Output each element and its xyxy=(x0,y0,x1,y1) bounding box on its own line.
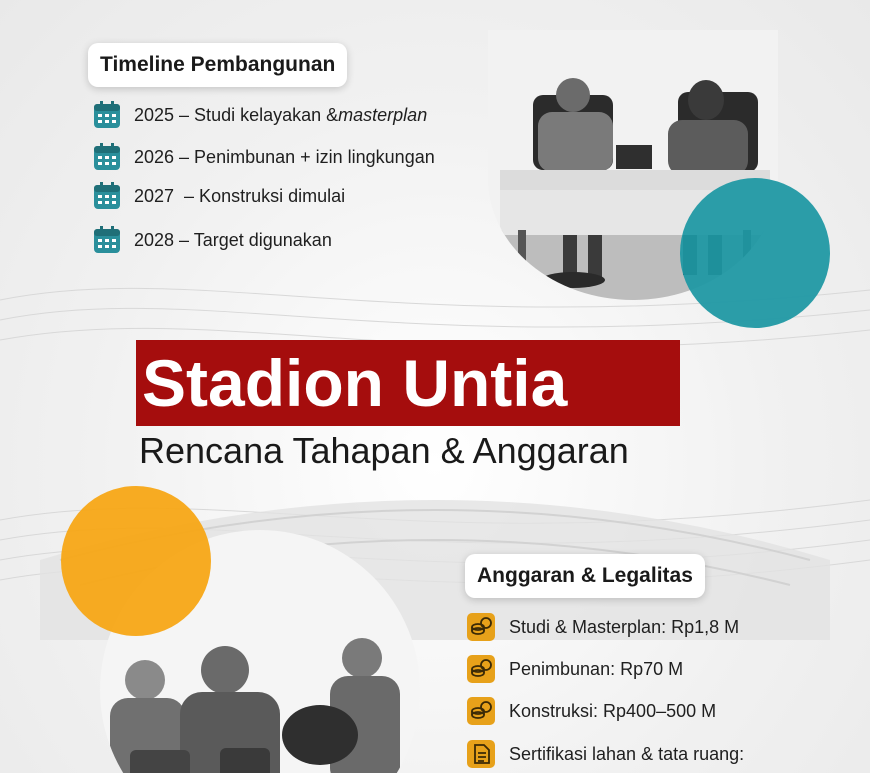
coins-icon xyxy=(467,655,495,683)
budget-item-penimbunan xyxy=(467,655,683,683)
timeline-item-label: 2028 – Target digunakan xyxy=(134,229,332,250)
budget-item-label: Konstruksi: Rp400–500 M xyxy=(509,700,717,721)
calendar-icon xyxy=(93,143,121,171)
timeline-item-label: 2026 – Penimbunan + izin lingkungan xyxy=(134,146,435,167)
calendar-icon xyxy=(93,226,121,254)
budget-item-konstruksi xyxy=(467,697,716,725)
timeline-heading: Timeline Pembangunan xyxy=(88,43,347,87)
budget-heading: Anggaran & Legalitas xyxy=(465,554,705,598)
orange-circle-decoration xyxy=(61,486,211,636)
calendar-icon xyxy=(93,101,121,129)
document-icon xyxy=(467,740,495,768)
timeline-item-2027 xyxy=(93,182,345,210)
timeline-item-2025 xyxy=(93,101,427,129)
timeline-item-2028 xyxy=(93,226,332,254)
timeline-item-emphasis: masterplan xyxy=(338,104,428,125)
timeline-item-label: 2027 – Konstruksi dimulai xyxy=(134,185,346,206)
calendar-icon xyxy=(93,182,121,210)
coins-icon xyxy=(467,613,495,641)
teal-circle-decoration xyxy=(680,178,830,328)
timeline-item-label: 2025 – Studi kelayakan & xyxy=(134,104,339,125)
budget-item-masterplan xyxy=(467,613,739,641)
timeline-item-2026 xyxy=(93,143,435,171)
budget-item-label: Penimbunan: Rp70 M xyxy=(509,658,684,679)
subtitle: Rencana Tahapan & Anggaran xyxy=(139,430,629,471)
budget-item-sertifikasi xyxy=(467,740,744,768)
main-title: Stadion Untia xyxy=(136,340,680,426)
coins-icon xyxy=(467,697,495,725)
budget-item-label: Studi & Masterplan: Rp1,8 M xyxy=(509,616,740,637)
budget-item-label: Sertifikasi lahan & tata ruang: xyxy=(509,743,745,764)
